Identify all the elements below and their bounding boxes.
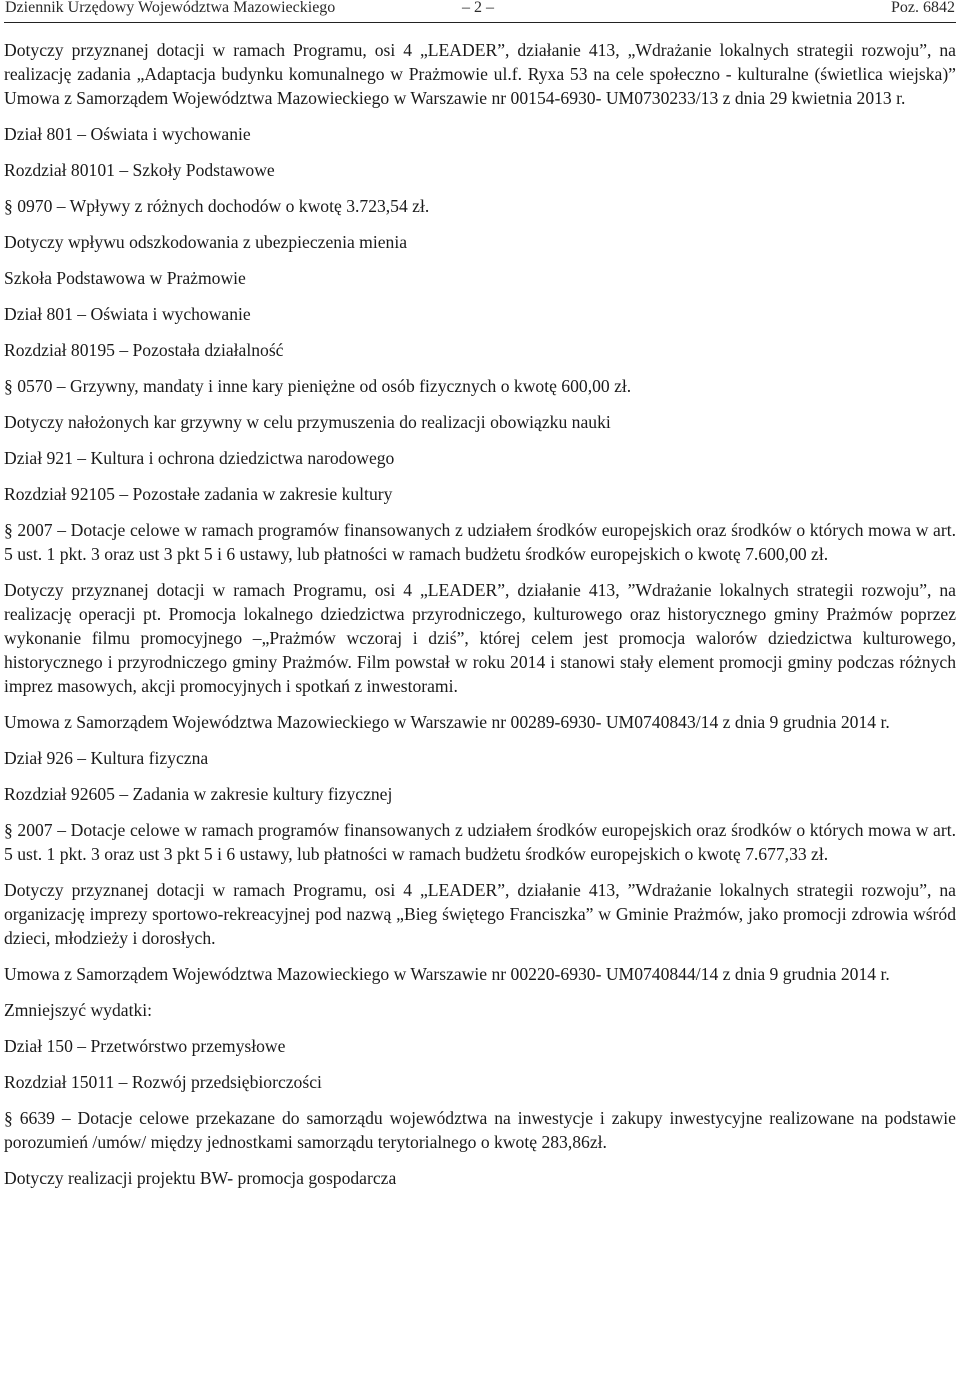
section-dzial-801: Dział 801 – Oświata i wychowanie bbox=[4, 124, 251, 144]
section-dzial-926: Dział 926 – Kultura fizyczna bbox=[4, 748, 209, 768]
subsection-rozdzial-92105: Rozdział 92105 – Pozostałe zadania w zakresie kultury bbox=[4, 484, 393, 504]
agreement-00289: Umowa z Samorządem Województwa Mazowieckiego w Warszawie nr 00289-6930- UM0740843/14 z dnia 9 grudnia 2014 r. bbox=[4, 712, 890, 732]
paragraph-leader-grant-3: Dotyczy przyznanej dotacji w ramach Programu, osi 4 „LEADER”, działanie 413, ”Wdrażanie lokalnych strategii rozwoju”, na organizację imprezy sportowo-rekreacyjnej pod nazwą „Bieg świętego Franciszka” w Gminie Prażmów, jako promocji zdrowia wśród dzieci, młodzieży i dorosłych. bbox=[4, 880, 956, 948]
note-insurance: Dotyczy wpływu odszkodowania z ubezpieczenia mienia bbox=[4, 232, 408, 252]
paragraph-0970: § 0970 – Wpływy z różnych dochodów o kwotę 3.723,54 zł. bbox=[4, 196, 430, 216]
paragraph-leader-grant-1: Dotyczy przyznanej dotacji w ramach Programu, osi 4 „LEADER”, działanie 413, „Wdrażanie lokalnych strategii rozwoju”, na realizację zadania „Adaptacja budynku komunalnego w Prażmowie ul.f. Ryxa 53 na cele społeczno - kulturalne (świetlica wiejska)” Umowa z Samorządem Województwa Mazowieckiego w Warszawie nr 00154-6930- UM0730233/13 z dnia 29 kwietnia 2013 r. bbox=[4, 40, 956, 108]
document-body bbox=[4, 38, 956, 1190]
unit-school: Szkoła Podstawowa w Prażmowie bbox=[4, 268, 246, 288]
note-fines: Dotyczy nałożonych kar grzywny w celu przymuszenia do realizacji obowiązku nauki bbox=[4, 412, 611, 432]
paragraph-0570: § 0570 – Grzywny, mandaty i inne kary pieniężne od osób fizycznych o kwotę 600,00 zł. bbox=[4, 376, 632, 396]
subsection-rozdzial-92605: Rozdział 92605 – Zadania w zakresie kultury fizycznej bbox=[4, 784, 393, 804]
subsection-rozdzial-80195: Rozdział 80195 – Pozostała działalność bbox=[4, 340, 284, 360]
paragraph-2007-a: § 2007 – Dotacje celowe w ramach programów finansowanych z udziałem środków europejskich oraz środków o których mowa w art. 5 ust. 1 pkt. 3 oraz ust 3 pkt 5 i 6 ustawy, lub płatności w ramach budżetu środków europejskich o kwotę 7.600,00 zł. bbox=[4, 520, 956, 564]
subsection-rozdzial-15011: Rozdział 15011 – Rozwój przedsiębiorczości bbox=[4, 1072, 322, 1092]
paragraph-leader-grant-2: Dotyczy przyznanej dotacji w ramach Programu, osi 4 „LEADER”, działanie 413, ”Wdrażanie lokalnych strategii rozwoju”, na realizację operacji pt. Promocja lokalnego dziedzictwa przyrodniczego, kulturowego oraz historycznego gminy Prażmów poprzez wykonanie filmu promocyjnego –„Prażmów wczoraj i dziś”, której celem jest promocja walorów dziedzictwa kulturowego, historycznego i przyrodniczego gminy Prażmów. Film powstał w roku 2014 i stanowi stały element promocji gminy podczas różnych imprez masowych, akcji promocyjnych i spotkań z inwestorami. bbox=[4, 580, 956, 696]
section-dzial-921: Dział 921 – Kultura i ochrona dziedzictwa narodowego bbox=[4, 448, 395, 468]
header-divider bbox=[4, 22, 956, 23]
subsection-rozdzial-80101: Rozdział 80101 – Szkoły Podstawowe bbox=[4, 160, 275, 180]
note-bw-project: Dotyczy realizacji projektu BW- promocja gospodarcza bbox=[4, 1168, 397, 1188]
agreement-00220: Umowa z Samorządem Województwa Mazowieckiego w Warszawie nr 00220-6930- UM0740844/14 z dnia 9 grudnia 2014 r. bbox=[4, 964, 890, 984]
position-number: Poz. 6842 bbox=[891, 0, 955, 16]
paragraph-6639: § 6639 – Dotacje celowe przekazane do samorządu województwa na inwestycje i zakupy inwestycyjne realizowane na podstawie porozumień /umów/ między jednostkami samorządu terytorialnego o kwotę 283,86zł. bbox=[4, 1108, 956, 1152]
paragraph-2007-b: § 2007 – Dotacje celowe w ramach programów finansowanych z udziałem środków europejskich oraz środków o których mowa w art. 5 ust. 1 pkt. 3 oraz ust 3 pkt 5 i 6 ustawy, lub płatności w ramach budżetu środków europejskich o kwotę 7.677,33 zł. bbox=[4, 820, 956, 864]
journal-title: Dziennik Urzędowy Województwa Mazowieckiego bbox=[5, 0, 336, 16]
page-header bbox=[5, 0, 955, 20]
section-dzial-150: Dział 150 – Przetwórstwo przemysłowe bbox=[4, 1036, 286, 1056]
page-number: – 2 – bbox=[462, 0, 494, 16]
section-dzial-801-b: Dział 801 – Oświata i wychowanie bbox=[4, 304, 251, 324]
heading-reduce-expenses: Zmniejszyć wydatki: bbox=[4, 1000, 153, 1020]
